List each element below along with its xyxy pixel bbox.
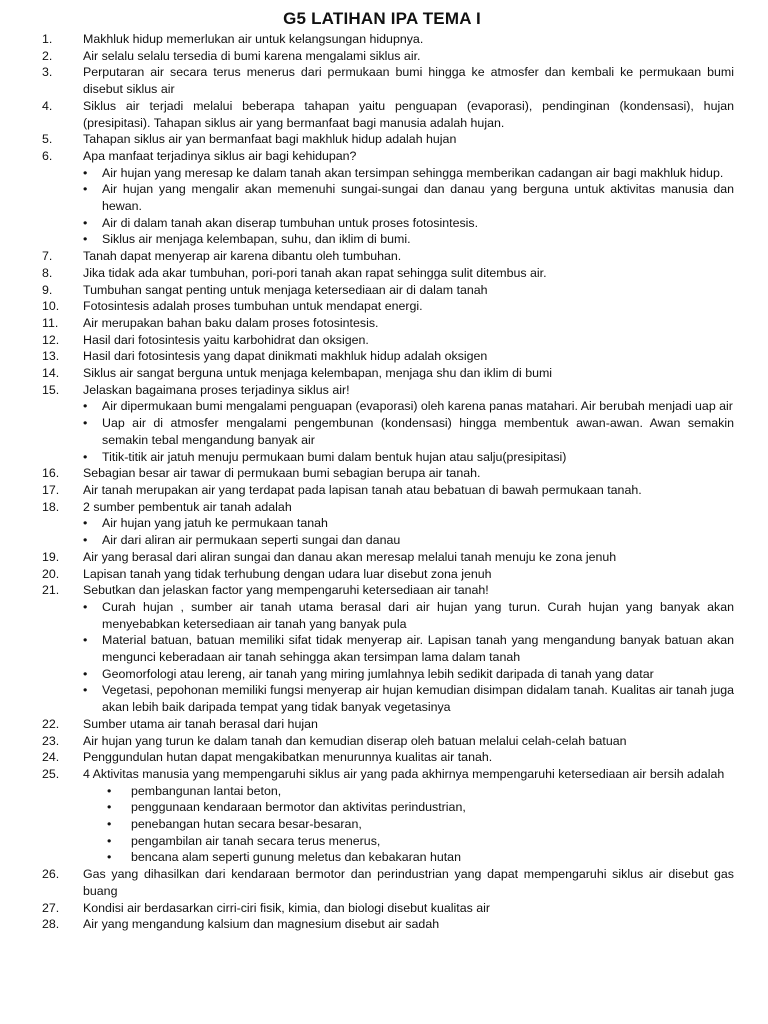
- item-number: 9.: [42, 282, 53, 297]
- list-item: [30, 733, 734, 750]
- bullet-text: Geomorfologi atau lereng, air tanah yang miring jumlahnya lebih sedikit daripada di tanah yang datar: [102, 666, 654, 681]
- list-item: [30, 48, 734, 65]
- item-text: Lapisan tanah yang tidak terhubung dengan udara luar disebut zona jenuh: [83, 566, 492, 581]
- list-item: [30, 265, 734, 282]
- item-number: 18.: [42, 499, 60, 514]
- bullet-text: Air hujan yang mengalir akan memenuhi sungai-sungai dan danau yang berguna untuk aktivitas manusia dan hewan.: [102, 182, 734, 214]
- list-item: [30, 566, 734, 583]
- item-number: 24.: [42, 750, 60, 765]
- item-number: 27.: [42, 900, 60, 915]
- item-text: Hasil dari fotosintesis yang dapat dinikmati makhluk hidup adalah oksigen: [83, 349, 488, 364]
- bullet-dot-icon: •: [83, 232, 88, 247]
- item-text: Jelaskan bagaimana proses terjadinya siklus air!: [83, 382, 350, 397]
- item-number: 15.: [42, 382, 60, 397]
- list-item: [30, 482, 734, 499]
- bullet-text: bencana alam seperti gunung meletus dan kebakaran hutan: [131, 850, 461, 865]
- list-item: [30, 248, 734, 265]
- bullet-text: Air hujan yang meresap ke dalam tanah akan tersimpan sehingga memberikan cadangan air bagi makhluk hidup.: [102, 165, 724, 180]
- item-text: Sebagian besar air tawar di permukaan bumi sebagian berupa air tanah.: [83, 466, 481, 481]
- bullet-dot-icon: •: [83, 533, 88, 548]
- bullet-dot-icon: •: [83, 165, 88, 180]
- bullet-item: [83, 215, 734, 232]
- bullet-item: [83, 165, 734, 182]
- item-number: 14.: [42, 366, 60, 381]
- list-item: [30, 900, 734, 917]
- page-title: G5 LATIHAN IPA TEMA I: [283, 9, 481, 28]
- item-number: 2.: [42, 48, 53, 63]
- bullet-list: [83, 398, 734, 465]
- item-text: Sebutkan dan jelaskan factor yang mempengaruhi ketersediaan air tanah!: [83, 583, 489, 598]
- list-item: [30, 916, 734, 933]
- item-text: 4 Aktivitas manusia yang mempengaruhi siklus air yang pada akhirnya mempengaruhi ketersediaan air bersih adalah: [83, 766, 725, 781]
- bullet-list: [83, 599, 734, 716]
- bullet-text: Air hujan yang jatuh ke permukaan tanah: [102, 516, 328, 531]
- bullet-item: [83, 682, 734, 715]
- list-item: [30, 98, 734, 131]
- item-text: Perputaran air secara terus menerus dari permukaan bumi hingga ke atmosfer dan kembali ke permukaan bumi disebut siklus air: [83, 65, 734, 97]
- item-number: 11.: [42, 315, 59, 330]
- bullet-item: [83, 632, 734, 665]
- item-number: 13.: [42, 349, 60, 364]
- item-number: 17.: [42, 482, 60, 497]
- item-number: 6.: [42, 148, 53, 163]
- bullet-text: penebangan hutan secara besar-besaran,: [131, 817, 362, 832]
- bullet-dot-icon: •: [83, 666, 88, 681]
- bullet-text: Air dipermukaan bumi mengalami penguapan (evaporasi) oleh karena panas matahari. Air berubah menjadi uap air: [102, 399, 733, 414]
- bullet-dot-icon: •: [107, 850, 112, 865]
- bullet-text: Air di dalam tanah akan diserap tumbuhan untuk proses fotosintesis.: [102, 215, 479, 230]
- item-text: Air selalu selalu tersedia di bumi karena mengalami siklus air.: [83, 48, 421, 63]
- item-text: Siklus air terjadi melalui beberapa tahapan yaitu penguapan (evaporasi), pendinginan (kondensasi), hujan (presipitasi). Tahapan siklus air yang bermanfaat bagi manusia adalah hujan.: [83, 98, 734, 130]
- item-number: 16.: [42, 466, 60, 481]
- bullet-dot-icon: •: [107, 817, 112, 832]
- item-text: Sumber utama air tanah berasal dari hujan: [83, 716, 318, 731]
- list-item: [30, 582, 734, 599]
- bullet-text: Air dari aliran air permukaan seperti sungai dan danau: [102, 533, 401, 548]
- list-item: [30, 64, 734, 97]
- bullet-item: [83, 833, 734, 850]
- item-text: Penggundulan hutan dapat mengakibatkan menurunnya kualitas air tanah.: [83, 750, 493, 765]
- bullet-dot-icon: •: [107, 800, 112, 815]
- bullet-dot-icon: •: [107, 783, 112, 798]
- bullet-dot-icon: •: [107, 833, 112, 848]
- item-number: 21.: [42, 583, 60, 598]
- item-number: 4.: [42, 98, 53, 113]
- bullet-item: [83, 783, 734, 800]
- bullet-text: Material batuan, batuan memiliki sifat tidak menyerap air. Lapisan tanah yang mengandung banyak batuan akan mengunci keberadaan air tanah sehingga akan tersimpan lama dalam tanah: [102, 633, 734, 665]
- list-item: [30, 549, 734, 566]
- bullet-item: [83, 398, 734, 415]
- item-text: Air yang berasal dari aliran sungai dan danau akan meresap melalui tanah menuju ke zona jenuh: [83, 549, 617, 564]
- item-text: Apa manfaat terjadinya siklus air bagi kehidupan?: [83, 148, 357, 163]
- item-text: Siklus air sangat berguna untuk menjaga kelembapan, menjaga shu dan iklim di bumi: [83, 366, 553, 381]
- list-item: [30, 749, 734, 766]
- list-item: [30, 282, 734, 299]
- list-item: [30, 348, 734, 365]
- bullet-dot-icon: •: [83, 633, 88, 648]
- list-item: [30, 766, 734, 783]
- bullet-dot-icon: •: [83, 683, 88, 698]
- question-list: [30, 31, 734, 933]
- list-item: [30, 499, 734, 516]
- bullet-dot-icon: •: [83, 416, 88, 431]
- item-number: 10.: [42, 299, 60, 314]
- bullet-dot-icon: •: [83, 516, 88, 531]
- bullet-text: penggunaan kendaraan bermotor dan aktivitas perindustrian,: [131, 800, 466, 815]
- item-number: 19.: [42, 549, 60, 564]
- list-item: [30, 298, 734, 315]
- bullet-text: Curah hujan , sumber air tanah utama berasal dari air hujan yang turun. Curah hujan yang banyak akan menyebabkan ketersediaan air tanah yang banyak pula: [102, 599, 734, 631]
- bullet-item: [83, 532, 734, 549]
- bullet-item: [83, 515, 734, 532]
- item-text: 2 sumber pembentuk air tanah adalah: [83, 499, 292, 514]
- bullet-item: [83, 666, 734, 683]
- item-text: Tumbuhan sangat penting untuk menjaga ketersediaan air di dalam tanah: [83, 282, 488, 297]
- bullet-item: [83, 449, 734, 466]
- list-item: [30, 716, 734, 733]
- list-item: [30, 332, 734, 349]
- item-text: Air hujan yang turun ke dalam tanah dan kemudian diserap oleh batuan melalui celah-celah batuan: [83, 733, 627, 748]
- list-item: [30, 131, 734, 148]
- list-item: [30, 148, 734, 165]
- item-text: Gas yang dihasilkan dari kendaraan bermotor dan perindustrian yang dapat mempengaruhi siklus air disebut gas buang: [83, 867, 734, 898]
- list-item: [30, 866, 734, 899]
- bullet-item: [83, 599, 734, 632]
- item-number: 3.: [42, 65, 53, 80]
- bullet-item: [83, 231, 734, 248]
- item-number: 1.: [42, 32, 53, 46]
- item-text: Jika tidak ada akar tumbuhan, pori-pori tanah akan rapat sehingga sulit ditembus air.: [83, 265, 547, 280]
- list-item: [30, 365, 734, 382]
- bullet-text: pengambilan air tanah secara terus menerus,: [131, 833, 381, 848]
- bullet-dot-icon: •: [83, 449, 88, 464]
- bullet-text: Vegetasi, pepohonan memiliki fungsi menyerap air hujan kemudian disimpan didalam tanah. Kualitas air tanah juga akan lebih baik daripada tempat yang tidak banyak vegetasinya: [102, 683, 734, 715]
- item-number: 26.: [42, 867, 60, 882]
- bullet-list: [83, 515, 734, 548]
- bullet-list: [83, 165, 734, 249]
- item-text: Tanah dapat menyerap air karena dibantu oleh tumbuhan.: [83, 249, 402, 264]
- list-item: [30, 31, 734, 48]
- list-item: [30, 382, 734, 399]
- bullet-text: Titik-titik air jatuh menuju permukaan bumi dalam bentuk hujan atau salju(presipitasi): [102, 449, 567, 464]
- item-number: 25.: [42, 766, 60, 781]
- item-text: Fotosintesis adalah proses tumbuhan untuk mendapat energi.: [83, 299, 423, 314]
- item-number: 23.: [42, 733, 60, 748]
- item-text: Air yang mengandung kalsium dan magnesium disebut air sadah: [83, 917, 440, 932]
- item-number: 7.: [42, 249, 53, 264]
- item-number: 12.: [42, 332, 60, 347]
- bullet-item: [83, 181, 734, 214]
- bullet-item: [83, 799, 734, 816]
- item-number: 8.: [42, 265, 53, 280]
- bullet-text: pembangunan lantai beton,: [131, 783, 282, 798]
- bullet-text: Siklus air menjaga kelembapan, suhu, dan iklim di bumi.: [102, 232, 411, 247]
- list-item: [30, 465, 734, 482]
- item-text: Kondisi air berdasarkan cirri-ciri fisik, kimia, dan biologi disebut kualitas air: [83, 900, 490, 915]
- bullet-text: Uap air di atmosfer mengalami pengembunan (kondensasi) hingga membentuk awan-awan. Awan semakin semakin tebal mengandung banyak air: [102, 416, 734, 447]
- bullet-dot-icon: •: [83, 215, 88, 230]
- bullet-dot-icon: •: [83, 182, 88, 197]
- list-item: [30, 315, 734, 332]
- bullet-dot-icon: •: [83, 599, 88, 614]
- item-text: Tahapan siklus air yan bermanfaat bagi makhluk hidup adalah hujan: [83, 132, 457, 147]
- item-number: 22.: [42, 716, 60, 731]
- bullet-dot-icon: •: [83, 399, 88, 414]
- item-text: Hasil dari fotosintesis yaitu karbohidrat dan oksigen.: [83, 332, 369, 347]
- item-text: Air merupakan bahan baku dalam proses fotosintesis.: [83, 315, 379, 330]
- item-number: 5.: [42, 132, 53, 147]
- bullet-list: [83, 783, 734, 867]
- item-text: Air tanah merupakan air yang terdapat pada lapisan tanah atau bebatuan di bawah permukaan tanah.: [83, 482, 642, 497]
- item-number: 20.: [42, 566, 60, 581]
- bullet-item: [83, 415, 734, 448]
- bullet-item: [83, 849, 734, 866]
- bullet-item: [83, 816, 734, 833]
- item-text: Makhluk hidup memerlukan air untuk kelangsungan hidupnya.: [83, 32, 424, 46]
- item-number: 28.: [42, 917, 60, 932]
